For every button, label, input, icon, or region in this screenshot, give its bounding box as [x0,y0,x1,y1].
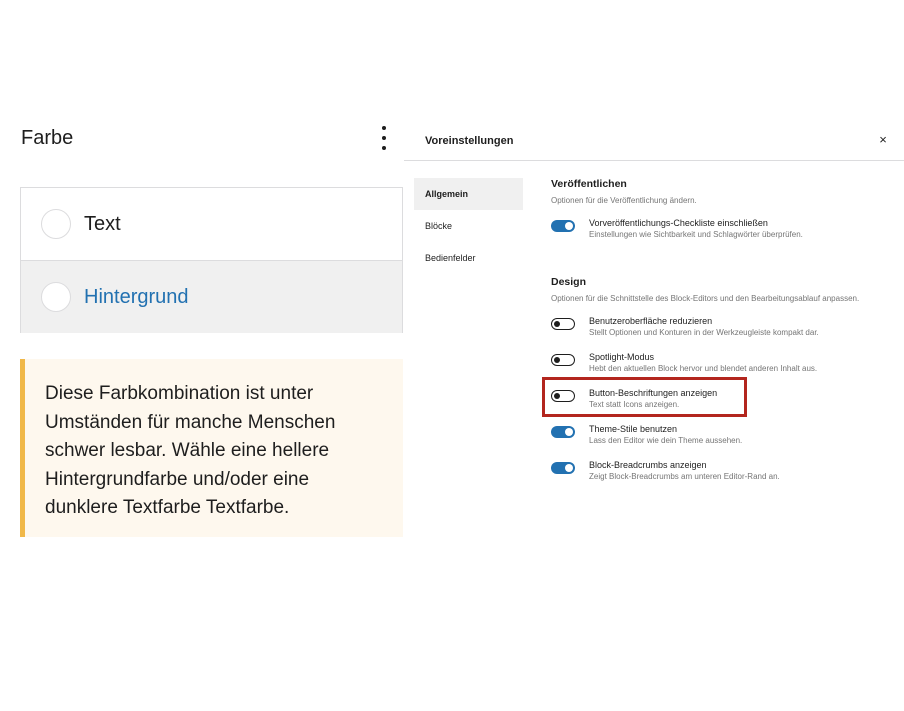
option-label: Vorveröffentlichungs-Checkliste einschließen [589,218,768,228]
color-option-label: Hintergrund [84,285,189,308]
toggle-switch[interactable] [551,354,575,366]
toggle-switch[interactable] [551,318,575,330]
option-prepublish-checklist [551,218,896,248]
notice-text: Diese Farbkombination ist unter Umständen für manche Menschen schwer lesbar. Wähle eine hellere Hintergrundfarbe und/oder eine dunklere Textfarbe Textfarbe. [45,383,336,518]
section-description: Optionen für die Schnittstelle des Block-Editors und den Bearbeitungsablauf anpassen. [551,294,860,303]
more-options-icon[interactable] [376,123,392,153]
option-help: Lass den Editor wie dein Theme aussehen. [589,436,743,445]
option-help: Zeigt Block-Breadcrumbs am unteren Editor-Rand an. [589,472,780,481]
option-help: Text statt Icons anzeigen. [589,400,680,409]
section-description: Optionen für die Veröffentlichung ändern. [551,196,697,205]
color-options-list [20,187,403,333]
highlight-annotation-box [542,377,747,417]
color-option-background[interactable] [21,261,402,333]
tab-allgemein[interactable]: Allgemein [414,178,523,210]
color-option-label: Text [84,212,121,235]
option-help: Hebt den aktuellen Block hervor und blendet anderen Inhalt aus. [589,364,818,373]
tab-bedienfelder[interactable]: Bedienfelder [425,253,476,263]
modal-title: Voreinstellungen [425,135,514,147]
toggle-switch[interactable] [551,426,575,438]
option-help: Einstellungen wie Sichtbarkeit und Schlagwörter überprüfen. [589,230,803,239]
close-icon[interactable]: × [879,132,887,147]
section-title-publish: Veröffentlichen [551,178,627,190]
toggle-switch[interactable] [551,462,575,474]
option-label: Benutzeroberfläche reduzieren [589,316,713,326]
option-label: Theme-Stile benutzen [589,424,678,434]
preferences-modal [404,118,904,538]
section-title-design: Design [551,276,587,288]
option-label: Block-Breadcrumbs anzeigen [589,460,707,470]
color-swatch-icon [41,209,71,239]
preferences-tabs [414,178,523,274]
option-theme-styles [551,424,896,454]
option-help: Stellt Optionen und Konturen in der Werkzeugleiste kompakt dar. [589,328,819,337]
toggle-switch[interactable] [551,220,575,232]
option-label: Spotlight-Modus [589,352,655,362]
color-settings-panel [0,0,410,711]
color-option-text[interactable] [21,188,402,261]
option-block-breadcrumbs [551,460,896,490]
panel-title: Farbe [21,127,74,149]
tab-bloecke[interactable]: Blöcke [425,221,453,231]
option-label: Button-Beschriftungen anzeigen [589,388,718,398]
modal-header [404,118,904,161]
color-swatch-icon [41,282,71,312]
contrast-warning-notice [20,359,403,537]
option-reduce-ui [551,316,896,346]
